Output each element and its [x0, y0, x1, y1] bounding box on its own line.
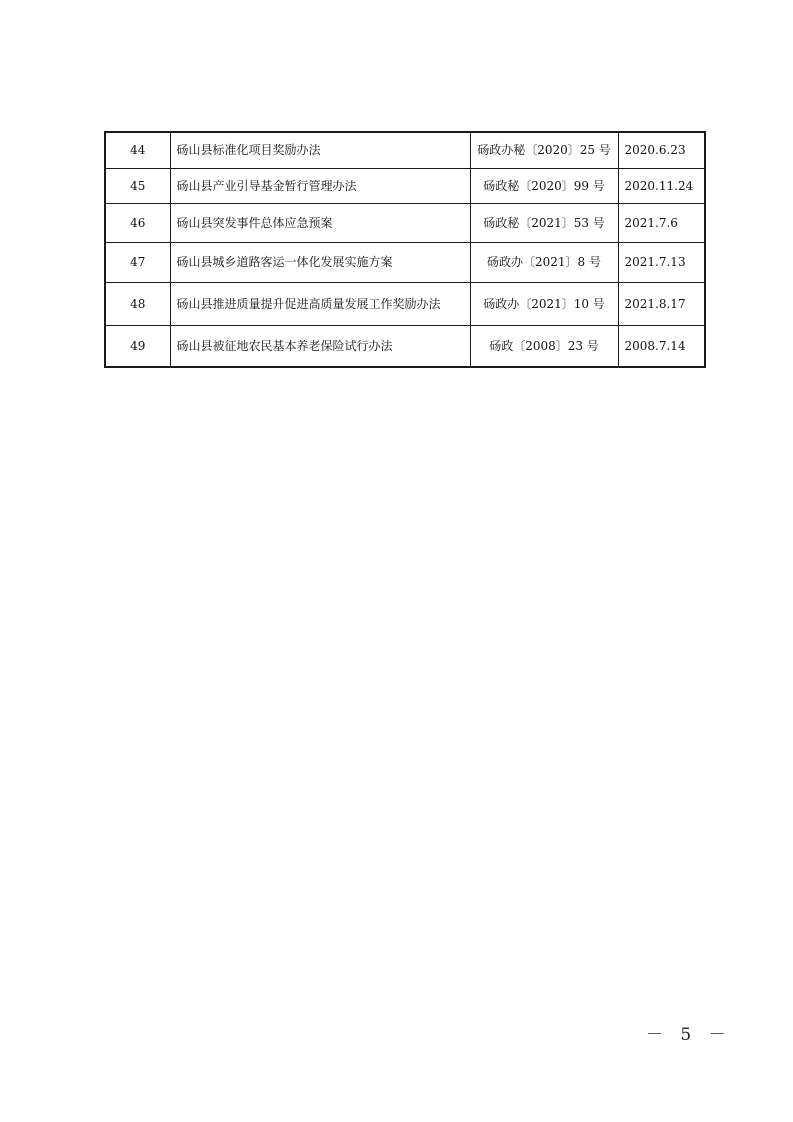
- row-number-cell: 45: [105, 168, 170, 203]
- document-title-cell: 砀山县城乡道路客运一体化发展实施方案: [170, 242, 470, 282]
- document-title-cell: 砀山县产业引导基金暂行管理办法: [170, 168, 470, 203]
- document-number-cell: 砀政办〔2021〕10 号: [470, 282, 618, 325]
- table-row: [105, 325, 705, 367]
- issue-date-cell: 2020.11.24: [618, 168, 705, 203]
- table-row: [105, 282, 705, 325]
- table-row: [105, 168, 705, 203]
- issue-date-cell: 2020.6.23: [618, 132, 705, 168]
- table-row: [105, 242, 705, 282]
- issue-date-cell: 2008.7.14: [618, 325, 705, 367]
- table-row: [105, 132, 705, 168]
- row-number-cell: 46: [105, 203, 170, 242]
- document-number-cell: 砀政办秘〔2020〕25 号: [470, 132, 618, 168]
- page-number: － 5 －: [646, 1025, 732, 1045]
- document-title-cell: 砀山县被征地农民基本养老保险试行办法: [170, 325, 470, 367]
- table-row: [105, 203, 705, 242]
- policy-document-table: [104, 131, 706, 368]
- document-title-cell: 砀山县标准化项目奖励办法: [170, 132, 470, 168]
- document-number-cell: 砀政秘〔2021〕53 号: [470, 203, 618, 242]
- document-title-cell: 砀山县突发事件总体应急预案: [170, 203, 470, 242]
- row-number-cell: 47: [105, 242, 170, 282]
- document-number-cell: 砀政秘〔2020〕99 号: [470, 168, 618, 203]
- document-number-cell: 砀政〔2008〕23 号: [470, 325, 618, 367]
- issue-date-cell: 2021.7.13: [618, 242, 705, 282]
- document-title-cell: 砀山县推进质量提升促进高质量发展工作奖励办法: [170, 282, 470, 325]
- row-number-cell: 44: [105, 132, 170, 168]
- document-number-cell: 砀政办〔2021〕8 号: [470, 242, 618, 282]
- issue-date-cell: 2021.7.6: [618, 203, 705, 242]
- row-number-cell: 48: [105, 282, 170, 325]
- issue-date-cell: 2021.8.17: [618, 282, 705, 325]
- row-number-cell: 49: [105, 325, 170, 367]
